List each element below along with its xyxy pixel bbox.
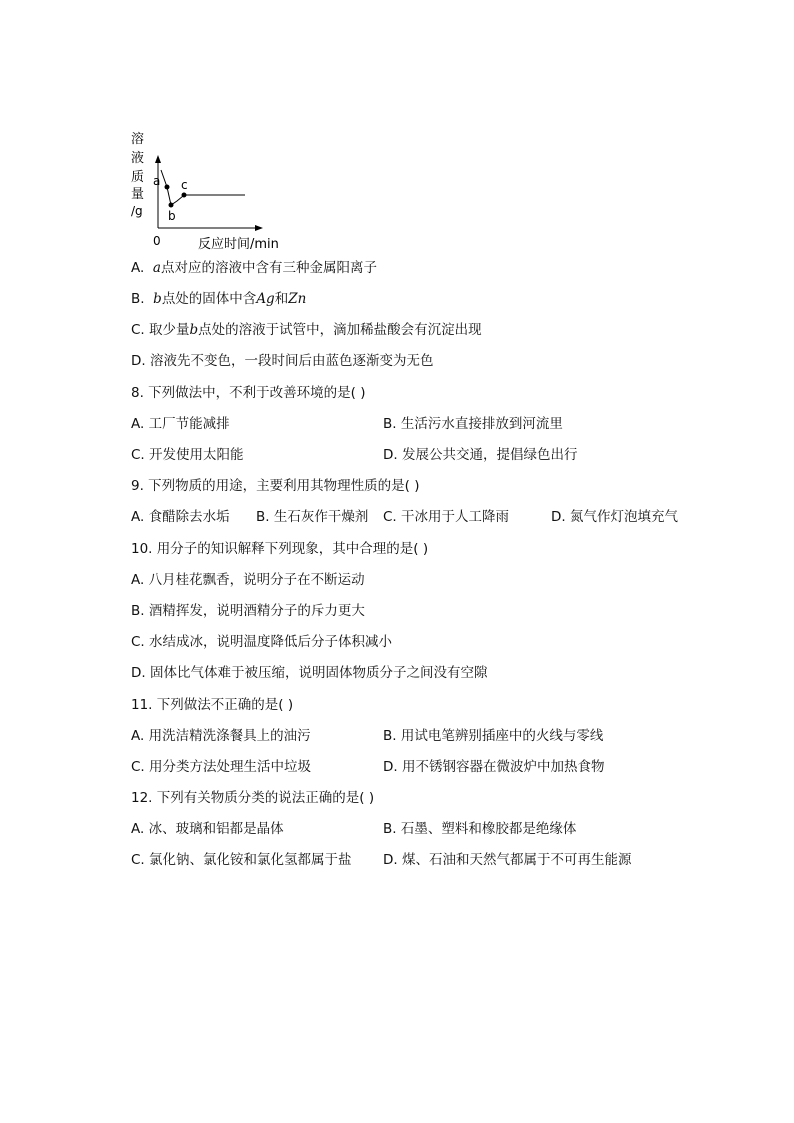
graph-ylabel-2: 液: [131, 151, 145, 166]
q10-stem: 10. 用分子的知识解释下列现象，其中合理的是( ): [131, 541, 429, 557]
graph-xlabel: 反应时间/min: [198, 237, 279, 252]
q11-stem: 11. 下列做法不正确的是( ): [131, 697, 294, 713]
q12-option-c: C. 氯化钠、氯化铵和氯化氢都属于盐: [131, 852, 352, 868]
q9-stem: 9. 下列物质的用途，主要利用其物理性质的是( ): [131, 478, 420, 494]
q10-option-d: D. 固体比气体难于被压缩，说明固体物质分子之间没有空隙: [131, 665, 488, 681]
q10-option-c: C. 水结成冰，说明温度降低后分子体积减小: [131, 634, 393, 650]
q9-option-d: D. 氮气作灯泡填充气: [551, 509, 678, 525]
q12-stem: 12. 下列有关物质分类的说法正确的是( ): [131, 790, 375, 806]
q9-option-a: A. 食醋除去水垢: [131, 509, 230, 525]
graph-label-a: a: [153, 174, 161, 188]
q7-option-c: C. 取少量b点处的溶液于试管中，滴加稀盐酸会有沉淀出现: [131, 322, 482, 338]
q9-option-c: C. 干冰用于人工降雨: [383, 509, 510, 525]
graph-point-a: [165, 185, 170, 190]
q8-option-a: A. 工厂节能减排: [131, 416, 230, 432]
q11-option-d: D. 用不锈钢容器在微波炉中加热食物: [383, 759, 605, 775]
graph-point-b: [169, 203, 174, 208]
graph-label-c: c: [181, 178, 188, 192]
graph-ylabel-5: /g: [131, 204, 143, 218]
graph-x-arrow: [255, 225, 263, 231]
q8-stem: 8. 下列做法中，不利于改善环境的是( ): [131, 385, 366, 401]
q8-option-b: B. 生活污水直接排放到河流里: [383, 416, 563, 432]
q7-option-b: B. b点处的固体中含Ag和Zn: [131, 291, 307, 307]
q7-option-d: D. 溶液先不变色，一段时间后由蓝色逐渐变为无色: [131, 353, 434, 369]
q12-option-b: B. 石墨、塑料和橡胶都是绝缘体: [383, 821, 577, 837]
graph-curve: [161, 170, 245, 205]
q11-option-a: A. 用洗洁精洗涤餐具上的油污: [131, 728, 311, 744]
q11-option-c: C. 用分类方法处理生活中垃圾: [131, 759, 312, 775]
q12-option-a: A. 冰、玻璃和铝都是晶体: [131, 821, 284, 837]
q7-option-a: A. a点对应的溶液中含有三种金属阳离子: [131, 260, 377, 276]
solution-mass-graph: [125, 125, 295, 260]
q12-option-d: D. 煤、石油和天然气都属于不可再生能源: [383, 852, 632, 868]
graph-ylabel-4: 量: [131, 187, 145, 202]
graph-origin: 0: [153, 234, 161, 248]
graph-ylabel-3: 质: [131, 170, 145, 185]
q9-option-b: B. 生石灰作干燥剂: [256, 509, 369, 525]
q11-option-b: B. 用试电笔辨别插座中的火线与零线: [383, 728, 604, 744]
q10-option-a: A. 八月桂花飘香，说明分子在不断运动: [131, 572, 365, 588]
q10-option-b: B. 酒精挥发，说明酒精分子的斥力更大: [131, 603, 365, 619]
graph-point-c: [182, 193, 187, 198]
graph-label-b: b: [168, 209, 176, 223]
q8-option-c: C. 开发使用太阳能: [131, 447, 244, 463]
graph-ylabel-1: 溶: [131, 132, 145, 147]
graph-y-arrow: [155, 155, 161, 163]
q8-option-d: D. 发展公共交通，提倡绿色出行: [383, 447, 578, 463]
